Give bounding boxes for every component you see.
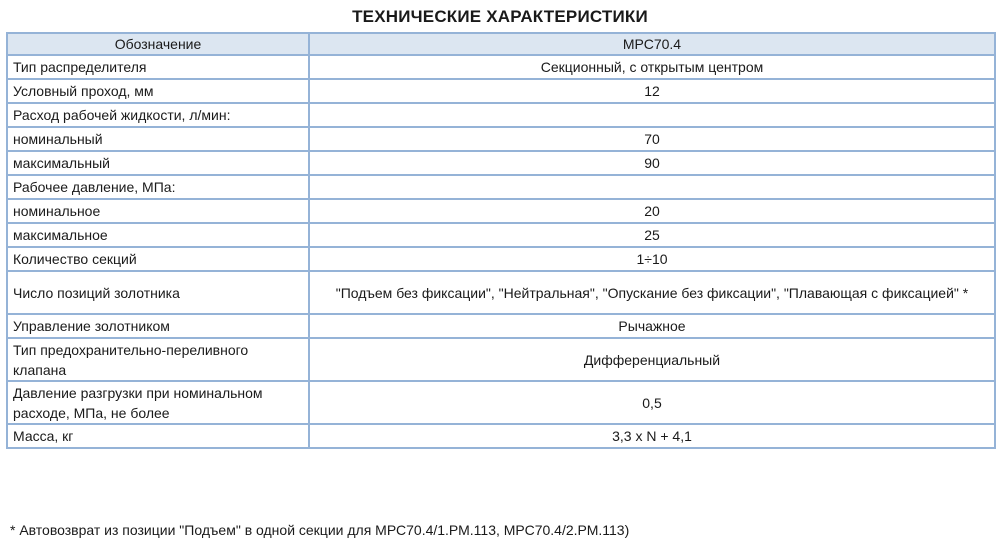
table-row <box>7 314 995 338</box>
footnote: * Автовозврат из позиции "Подъем" в одной секции для МРС70.4/1.РМ.113, МРС70.4/2.РМ.113) <box>10 522 630 538</box>
row-label: Управление золотником <box>7 314 309 338</box>
row-value: 1÷10 <box>309 247 995 271</box>
row-value: "Подъем без фиксации", "Нейтральная", "Опускание без фиксации", "Плавающая с фиксацией" * <box>309 271 995 314</box>
row-label: максимальное <box>7 223 309 247</box>
row-value: 0,5 <box>309 381 995 424</box>
row-value: 20 <box>309 199 995 223</box>
table-row <box>7 175 995 199</box>
row-value <box>309 103 995 127</box>
row-value: 3,3 x N + 4,1 <box>309 424 995 448</box>
table-row <box>7 338 995 381</box>
table-row <box>7 223 995 247</box>
row-value: 90 <box>309 151 995 175</box>
table-row <box>7 381 995 424</box>
row-label: максимальный <box>7 151 309 175</box>
row-label: Условный проход, мм <box>7 79 309 103</box>
table-row <box>7 247 995 271</box>
page-title: ТЕХНИЧЕСКИЕ ХАРАКТЕРИСТИКИ <box>352 7 648 26</box>
row-value <box>309 175 995 199</box>
row-label: Количество секций <box>7 247 309 271</box>
row-value: Секционный, с открытым центром <box>309 55 995 79</box>
table-header-row <box>7 33 995 55</box>
row-value: Дифференциальный <box>309 338 995 381</box>
row-label: Масса, кг <box>7 424 309 448</box>
row-value: 70 <box>309 127 995 151</box>
row-value: 12 <box>309 79 995 103</box>
row-label: Рабочее давление, МПа: <box>7 175 309 199</box>
table-row <box>7 424 995 448</box>
row-label: Тип предохранительно-переливного клапана <box>7 338 309 381</box>
table-row <box>7 199 995 223</box>
table-row <box>7 79 995 103</box>
table-row <box>7 127 995 151</box>
row-value: Рычажное <box>309 314 995 338</box>
row-label: номинальный <box>7 127 309 151</box>
row-label: Расход рабочей жидкости, л/мин: <box>7 103 309 127</box>
row-label: Давление разгрузки при номинальном расходе, МПа, не более <box>7 381 309 424</box>
header-designation: Обозначение <box>7 33 309 55</box>
row-label: Число позиций золотника <box>7 271 309 314</box>
table-row <box>7 103 995 127</box>
table-row <box>7 151 995 175</box>
specs-table <box>6 32 996 449</box>
row-value: 25 <box>309 223 995 247</box>
table-row <box>7 271 995 314</box>
row-label: номинальное <box>7 199 309 223</box>
row-label: Тип распределителя <box>7 55 309 79</box>
header-model: МРС70.4 <box>309 33 995 55</box>
table-row <box>7 55 995 79</box>
